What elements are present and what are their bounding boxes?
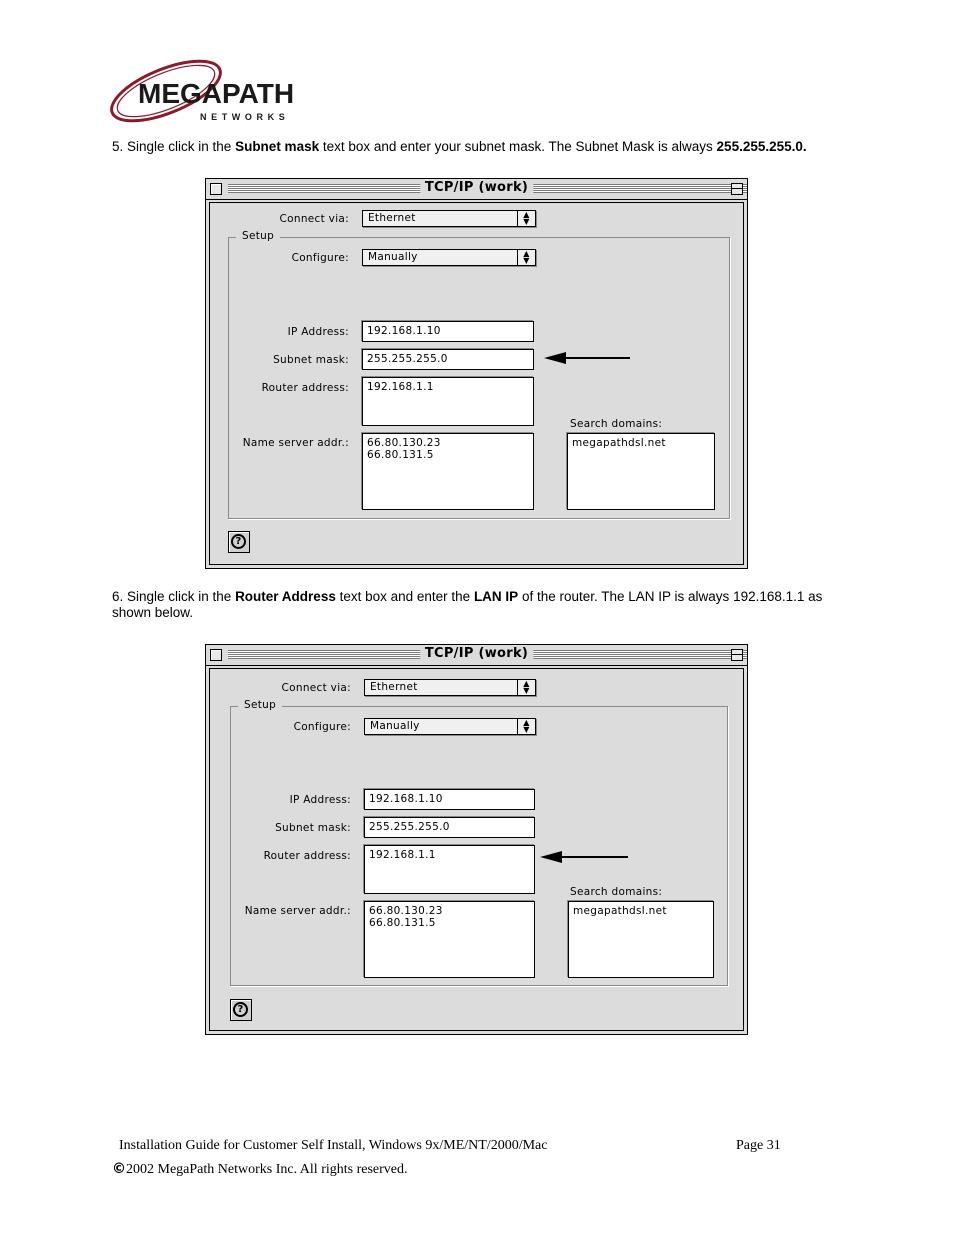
help-icon: ? [231,534,246,549]
subnet-mask-field[interactable] [364,817,535,838]
search-domains-label: Search domains: [570,886,663,898]
connect-via-popup[interactable] [362,210,536,227]
search-domains-field[interactable] [568,901,714,978]
ip-address-label: IP Address: [287,326,349,338]
logo-brand-text: MEGAPATH [138,78,295,109]
popup-arrows-icon: ▲ ▼ [517,250,535,265]
dialog-title: TCP/IP (work) [420,180,533,195]
name-server-label: Name server addr.: [242,437,349,449]
copyright-icon: © [112,1161,126,1177]
router-address-field[interactable] [364,845,535,894]
subnet-mask-field[interactable] [362,349,534,370]
footer-guide-title: Installation Guide for Customer Self Install, Windows 9x/ME/NT/2000/Mac [119,1138,548,1153]
step-5-text: 5. Single click in the Subnet mask text box and enter your subnet mask. The Subnet Mask is always 255.255.255.0. [112,139,807,154]
connect-via-value: Ethernet [370,681,418,693]
ip-address-value: 192.168.1.10 [367,325,441,337]
configure-value: Manually [368,251,418,263]
configure-label: Configure: [293,721,351,733]
help-icon: ? [233,1002,248,1017]
dialog-title: TCP/IP (work) [420,646,533,661]
connect-via-label: Connect via: [279,213,349,225]
name-server-value: 66.80.130.23 66.80.131.5 [367,437,441,461]
router-address-value: 192.168.1.1 [369,849,436,861]
help-button[interactable] [230,999,252,1021]
dialog-titlebar[interactable] [206,645,747,666]
footer-copyright [112,1161,408,1178]
tcpip-dialog-subnet [205,178,748,569]
setup-label: Setup [236,230,280,242]
name-server-label: Name server addr.: [244,905,351,917]
configure-popup[interactable] [362,249,536,266]
footer-page-number: Page 31 [736,1138,781,1153]
connect-via-popup[interactable] [364,679,536,696]
popup-arrows-icon: ▲ ▼ [517,680,535,695]
router-address-label: Router address: [263,850,351,862]
search-domains-field[interactable] [567,433,715,510]
name-server-field[interactable] [362,433,534,510]
configure-popup[interactable] [364,718,536,735]
name-server-field[interactable] [364,901,535,978]
subnet-mask-value: 255.255.255.0 [367,353,448,365]
ip-address-label: IP Address: [289,794,351,806]
ip-address-field[interactable] [364,789,535,810]
zoom-box-icon[interactable] [731,649,743,661]
ip-address-field[interactable] [362,321,534,342]
popup-arrows-icon: ▲ ▼ [517,719,535,734]
zoom-box-icon[interactable] [731,183,743,195]
logo-sub-text: NETWORKS [200,112,290,122]
search-domains-label: Search domains: [570,418,663,430]
subnet-mask-label: Subnet mask: [273,354,349,366]
router-address-label: Router address: [261,382,349,394]
pointer-arrow-icon [538,849,630,865]
step-6-text: 6. Single click in the Router Address text box and enter the LAN IP of the router. The LAN IP is always 192.168.1.1 as shown below. [112,589,823,620]
connect-via-label: Connect via: [281,682,351,694]
close-box-icon[interactable] [210,183,222,195]
connect-via-value: Ethernet [368,212,416,224]
megapath-logo [108,54,298,128]
router-address-value: 192.168.1.1 [367,381,434,393]
setup-label: Setup [238,699,282,711]
popup-arrows-icon: ▲ ▼ [517,211,535,226]
help-button[interactable] [228,531,250,553]
pointer-arrow-icon [542,350,632,366]
ip-address-value: 192.168.1.10 [369,793,443,805]
router-address-field[interactable] [362,377,534,426]
name-server-value: 66.80.130.23 66.80.131.5 [369,905,443,929]
subnet-mask-value: 255.255.255.0 [369,821,450,833]
close-box-icon[interactable] [210,649,222,661]
tcpip-dialog-router [205,644,748,1035]
configure-value: Manually [370,720,420,732]
search-domains-value: megapathdsl.net [572,437,666,449]
subnet-mask-label: Subnet mask: [275,822,351,834]
dialog-titlebar[interactable] [206,179,747,200]
copyright-text: 2002 MegaPath Networks Inc. All rights reserved. [126,1162,408,1177]
configure-label: Configure: [291,252,349,264]
search-domains-value: megapathdsl.net [573,905,667,917]
